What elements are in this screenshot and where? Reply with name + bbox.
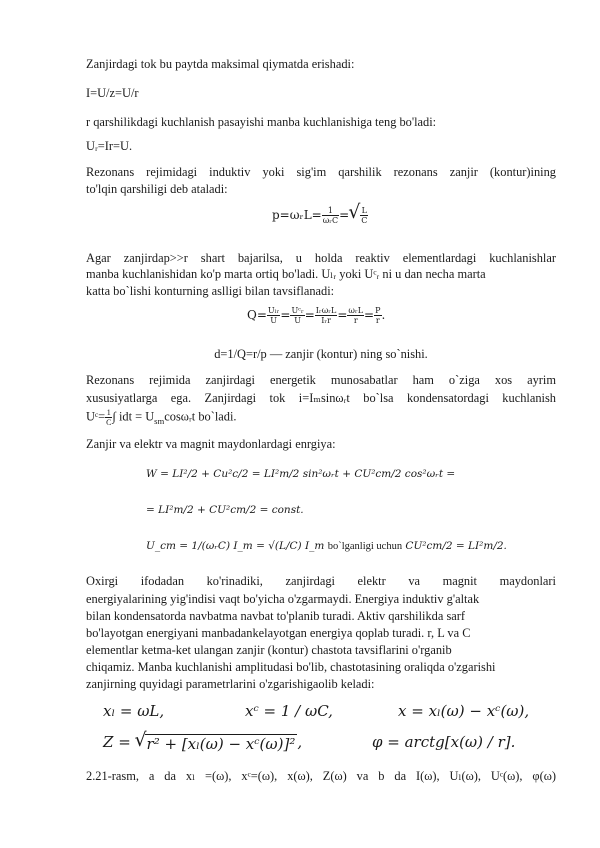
paragraph-conclusion-line2: energiyalarining yig'indisi vaqt bo'yicha o'zgarmaydi. Energiya induktiv g'altak — [86, 592, 480, 606]
eq1-frac-den: ωᵣC — [322, 216, 339, 225]
eq2-f3-den: Iᵣr — [321, 316, 331, 325]
eq2-sep: = — [280, 308, 291, 322]
equation-phase: φ = arctg[x(ω) / r]. — [372, 733, 516, 751]
paragraph-conclusion-line7: zanjirning quyidagi parametrlarini o'zgarishigaolib keladi: — [86, 677, 375, 691]
eq2-f5-num: P — [375, 306, 381, 315]
equation-quality-factor — [247, 306, 385, 325]
eq2-f3-num: IᵣωᵣL — [315, 306, 337, 315]
paragraph-figure-reference: 2.21-rasm, a da xₗ =(ω), xᶜ=(ω), x(ω), Z(ω) va b da I(ω), Uₗ(ω), Uᶜ(ω), φ(ω) — [86, 769, 556, 783]
eq2-end: . — [381, 308, 386, 322]
eq3-text: bo`lganligi uchun — [327, 541, 403, 552]
paragraph-condition-line2: manba kuchlanishidan ko'p marta ortiq bo'ladi. Uₗᵣ yoki Uᶜᵣ ni u dan necha marta — [86, 267, 486, 281]
eq4-z-label: Z = — [103, 733, 136, 751]
eq2-lhs: Q= — [247, 308, 267, 322]
equation-energy-line2: = LI²m/2 + CU²cm/2 = const. — [146, 504, 304, 516]
eq2-f4-den: r — [353, 316, 358, 325]
uc-label: Uᶜ= — [86, 409, 106, 424]
uc-post: cosωᵣt bo`ladi. — [164, 409, 237, 424]
equation-energy-line3 — [146, 540, 507, 552]
paragraph-conclusion-line1: Oxirgi ifodadan ko'rinadiki, zanjirdagi elektr va magnit maydonlari — [86, 574, 556, 588]
paragraph-energy-line3 — [86, 408, 556, 429]
paragraph-condition-line3: katta bo`lishi konturning aslligi bilan tavsiflanadi: — [86, 284, 335, 298]
eq1-frac-num: 1 — [322, 206, 339, 216]
equation-xl: xₗ = ωL, — [103, 702, 165, 720]
equation-impedance — [103, 733, 302, 753]
eq2-f2-den: U — [294, 316, 301, 325]
paragraph-energy-title: Zanjir va elektr va magnit maydonlardagi enrgiya: — [86, 437, 336, 451]
eq3-equality: CU²cm/2 = LI²m/2. — [405, 540, 507, 552]
paragraph-conclusion-line5: elementlar ketma-ket ulangan zanjir (kontur) chastota tavsiflarini o'rganib — [86, 643, 452, 657]
paragraph-conclusion-line4: bo'layotgan energiyani manbadankelayotgan energiya qoplab turadi. r, L va C — [86, 626, 471, 640]
eq2-f1-num: Uₗᵣ — [267, 306, 280, 315]
paragraph-energy-line1: Rezonans rejimida zanjirdagi energetik munosabatlar ham o`ziga xos ayrim — [86, 373, 556, 387]
eq1-equals: = — [339, 208, 350, 222]
uc-frac-den: C — [106, 418, 112, 427]
eq1-sqrt-den: C — [361, 216, 368, 225]
eq2-f5-den: r — [375, 316, 380, 325]
eq1-lhs: p=ωᵣL= — [272, 208, 322, 222]
uc-frac-num: 1 — [106, 408, 111, 417]
formula-ur: Uᵣ=Ir=U. — [86, 139, 133, 153]
eq1-sqrt-num: √ L — [361, 206, 367, 215]
paragraph-conclusion-line6: chiqamiz. Manba kuchlanishi amplitudasi bo'lib, chastotasining oraliqda o'zgarishi — [86, 660, 496, 674]
formula-ohm: I=U/z=U/r — [86, 86, 139, 100]
eq4-radicand: r² + [xₗ(ω) − xᶜ(ω)]² — [146, 734, 296, 753]
paragraph-condition-line1: Agar zanjirdap>>r shart bajarilsa, u holda reaktiv elementlardagi kuchlanishlar — [86, 251, 556, 265]
formula-damping: d=1/Q=r/p — zanjir (kontur) ning so`nishi. — [214, 347, 428, 361]
uc-integral: ∫ idt = U — [112, 409, 155, 424]
paragraph-energy-line2: xususiyatlarga ega. Zanjirdagi tok i=Iₘsinωᵣt bo`lsa kondensatordagi kuchlanish — [86, 391, 556, 405]
eq3-ucm: U_cm = 1/(ωᵣC) I_m = √(L/C) I_m — [146, 540, 325, 552]
eq2-sep: = — [364, 308, 375, 322]
eq4-comma: , — [297, 733, 303, 751]
equation-x: x = xₗ(ω) − xᶜ(ω), — [398, 702, 530, 720]
paragraph-max-current: Zanjirdagi tok bu paytda maksimal qiymatda erishadi: — [86, 57, 355, 71]
equation-xc: xᶜ = 1 / ωC, — [245, 702, 333, 720]
equation-energy-line1: W = LI²/2 + Cu²c/2 = LI²m/2 sin²ωᵣt + CU²cm/2 cos²ωᵣt = — [146, 468, 456, 480]
paragraph-voltage-drop: r qarshilikdagi kuchlanish pasayishi manba kuchlanishiga teng bo'ladi: — [86, 115, 437, 129]
uc-sub: sm — [154, 415, 165, 426]
eq2-f1-den: U — [270, 316, 278, 325]
eq2-sep: = — [337, 308, 348, 322]
eq2-f2-num: Uᶜᵣ — [291, 306, 304, 315]
eq2-f4-num: ωᵣL — [348, 306, 364, 315]
eq2-sep: = — [304, 308, 315, 322]
equation-wave-impedance — [272, 206, 370, 225]
paragraph-resonance-line2: to'lqin qarshiligi deb ataladi: — [86, 182, 228, 196]
paragraph-resonance-line1: Rezonans rejimidagi induktiv yoki sig'im qarshilik rezonans zanjir (kontur)ining — [86, 165, 556, 179]
paragraph-conclusion-line3: bilan kondensatorda navbatma navbat to'planib turadi. Aktiv qarshilikda sarf — [86, 609, 466, 623]
